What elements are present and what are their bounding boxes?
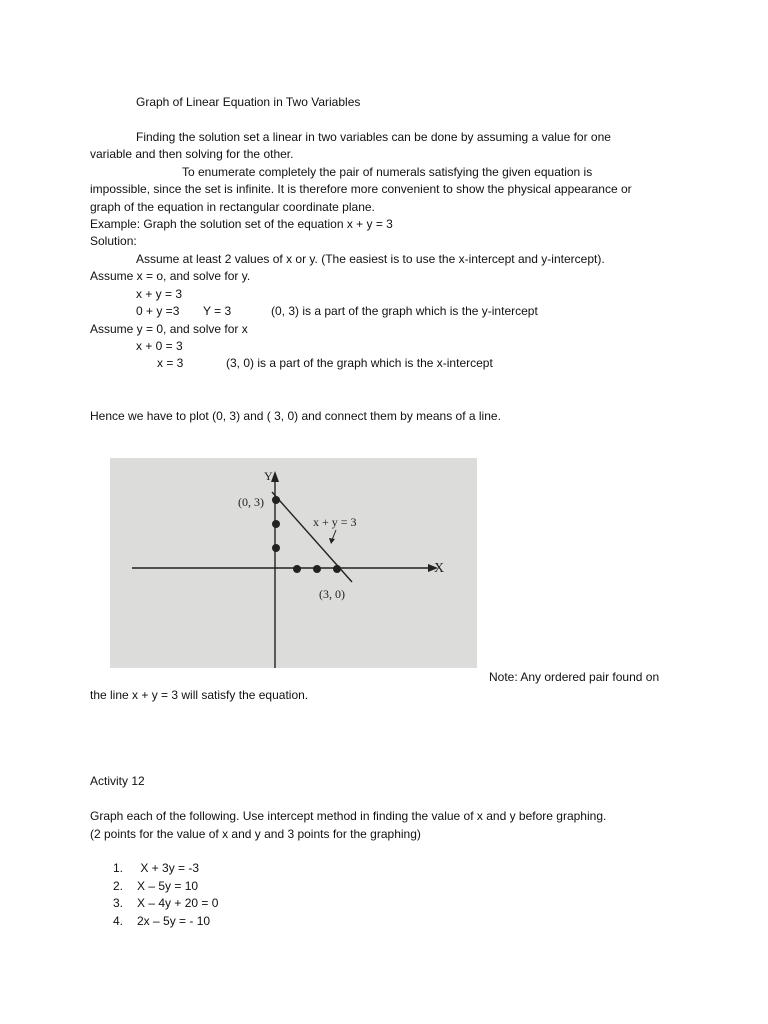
- assume-values-line: Assume at least 2 values of x or y. (The easiest is to use the x-intercept and y-intercept).: [136, 252, 605, 266]
- equation-3: x + 0 = 3: [136, 339, 183, 353]
- point-y-3: [272, 496, 280, 504]
- instructions-line-2: (2 points for the value of x and y and 3 points for the graphing): [90, 827, 421, 841]
- point-x-3: [333, 565, 341, 573]
- point-x-label: (3, 0): [319, 587, 345, 601]
- equation-2-mid: Y = 3: [203, 304, 232, 318]
- list-item-text: X – 5y = 10: [137, 879, 199, 893]
- point-y-2: [272, 520, 280, 528]
- paragraph-1-line-2: variable and then solving for the other.: [90, 147, 294, 161]
- list-item-number: 1.: [113, 861, 124, 875]
- equation-4-note: (3, 0) is a part of the graph which is the x-intercept: [226, 356, 493, 370]
- paragraph-2-line-2: impossible, since the set is infinite. It is therefore more convenient to show the physical appearance or: [90, 182, 632, 196]
- point-x-1: [293, 565, 301, 573]
- equation-pointer: [332, 530, 336, 540]
- list-item: [113, 878, 198, 894]
- assume-x-line: Assume x = o, and solve for y.: [90, 269, 251, 283]
- note-line-2: the line x + y = 3 will satisfy the equation.: [90, 688, 309, 702]
- graph-svg: [110, 458, 477, 668]
- equation-4-left: x = 3: [157, 356, 184, 370]
- equation-label: x + y = 3: [313, 515, 357, 529]
- list-item-text: 2x – 5y = - 10: [137, 914, 211, 928]
- assume-y-line: Assume y = 0, and solve for x: [90, 322, 248, 336]
- x-axis-label: X: [434, 561, 445, 576]
- note-line-1: Note: Any ordered pair found on: [489, 670, 660, 684]
- paragraph-1-line-1: Finding the solution set a linear in two variables can be done by assuming a value for one: [136, 130, 611, 144]
- point-y-1: [272, 544, 280, 552]
- activity-heading: Activity 12: [90, 774, 145, 788]
- paragraph-2-line-1: To enumerate completely the pair of numerals satisfying the given equation is: [182, 165, 593, 179]
- paragraph-2-line-3: graph of the equation in rectangular coordinate plane.: [90, 200, 375, 214]
- equation-2-note: (0, 3) is a part of the graph which is the y-intercept: [271, 304, 538, 318]
- list-item-number: 3.: [113, 896, 124, 910]
- list-item-text: X – 4y + 20 = 0: [137, 896, 219, 910]
- list-item: [113, 913, 210, 929]
- example-line: Example: Graph the solution set of the equation x + y = 3: [90, 217, 393, 231]
- hence-line: Hence we have to plot (0, 3) and ( 3, 0) and connect them by means of a line.: [90, 409, 501, 423]
- list-item-number: 4.: [113, 914, 124, 928]
- list-item-number: 2.: [113, 879, 124, 893]
- doc-title: Graph of Linear Equation in Two Variables: [136, 95, 361, 109]
- point-x-2: [313, 565, 321, 573]
- equation-1: x + y = 3: [136, 287, 183, 301]
- list-item: [113, 895, 218, 911]
- list-item-text: X + 3y = -3: [137, 861, 200, 875]
- list-item: [113, 860, 199, 876]
- graph-figure: [110, 458, 477, 668]
- solution-heading: Solution:: [90, 234, 137, 248]
- equation-2-left: 0 + y =3: [136, 304, 180, 318]
- y-axis-label: Y: [264, 469, 273, 483]
- point-y-label: (0, 3): [238, 495, 264, 509]
- instructions-line-1: Graph each of the following. Use intercept method in finding the value of x and y before graphing.: [90, 809, 607, 823]
- equation-pointer-head: [329, 538, 335, 544]
